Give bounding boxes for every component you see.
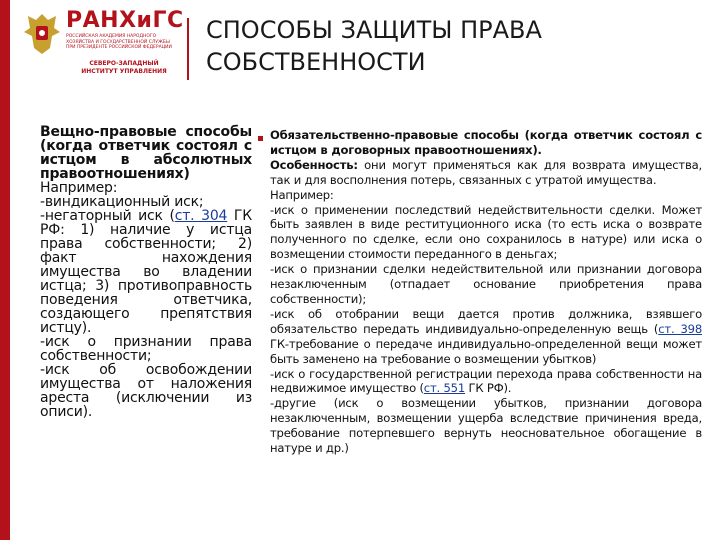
- logo-institute: СЕВЕРО-ЗАПАДНЫЙ ИНСТИТУТ УПРАВЛЕНИЯ: [81, 60, 167, 75]
- bullet-marker: [258, 136, 263, 141]
- right-item-4: -иск о государственной регистрации перехода права собственности на недвижимое имущество (ст. 551 ГК РФ).: [270, 366, 702, 396]
- eagle-emblem-icon: [22, 10, 62, 56]
- left-accent-bar: [0, 0, 10, 540]
- right-item-5: -другие (иск о возмещении убытков, признании договора незаключенным, возмещении ущерба вследствие причинения вреда, требование потерпевшего вернуть неосновательное обогащение в натуре и др.): [270, 396, 702, 456]
- left-item-2: -негаторный иск (ст. 304 ГК РФ: 1) наличие у истца права собственности; 2) факт нахождения имущества во владении истца; 3) противоправность поведения ответчика, создающего препятствия истцу).: [40, 208, 253, 336]
- left-item-1: -виндикационный иск;: [40, 194, 204, 210]
- article-551-link[interactable]: ст. 551: [423, 381, 466, 396]
- left-column: [40, 125, 252, 419]
- left-item-4: -иск об освобождении имущества от наложения ареста (исключении из описи).: [40, 362, 252, 420]
- article-304-link[interactable]: ст. 304: [174, 208, 228, 224]
- left-example: Например:: [40, 180, 118, 196]
- left-heading: Вещно-правовые способы (когда ответчик состоял с истцом в абсолютных правоотношениях): [40, 124, 252, 182]
- header-divider: [187, 18, 189, 80]
- ranepa-logo: [22, 8, 184, 82]
- article-398-link[interactable]: ст. 398: [658, 321, 702, 336]
- right-item-2: -иск о признании сделки недействительной или признании договора незаключенным (отпадает основание приобретения права собственности);: [270, 262, 702, 306]
- right-example: Например:: [270, 187, 334, 202]
- right-heading: Обязательственно-правовые способы (когда ответчик состоял с истцом в договорных правоотношениях).: [270, 128, 702, 157]
- logo-small-text: РОССИЙСКАЯ АКАДЕМИЯ НАРОДНОГО ХОЗЯЙСТВА И ГОСУДАРСТВЕННОЙ СЛУЖБЫ ПРИ ПРЕЗИДЕНТЕ РОССИЙСКОЙ ФЕДЕРАЦИИ: [66, 34, 172, 50]
- right-feature: Особенность: они могут применяться как для возврата имущества, так и для восполнения потерь, связанных с утратой имущества.: [270, 157, 702, 187]
- slide-title: СПОСОБЫ ЗАЩИТЫ ПРАВА СОБСТВЕННОСТИ: [206, 16, 542, 76]
- logo-name: РАНХиГС: [66, 8, 184, 33]
- right-item-3: -иск об отобрании вещи дается против должника, взявшего обязательство передать индивидуально-определенную вещь (ст. 398 ГК-требование о передаче индивидуально-определенной вещи может быть заменено на требование о возмещении убытков): [270, 306, 702, 366]
- right-column: [270, 128, 702, 456]
- left-item-3: -иск о признании права собственности;: [40, 334, 252, 364]
- right-item-1: -иск о применении последствий недействительности сделки. Может быть заявлен в виде реституционного иска (то есть иска о возврате полученного по сделке, если оно сохранилось в натуре) или иска о возмещении стоимости переданного в деньгах;: [270, 202, 702, 262]
